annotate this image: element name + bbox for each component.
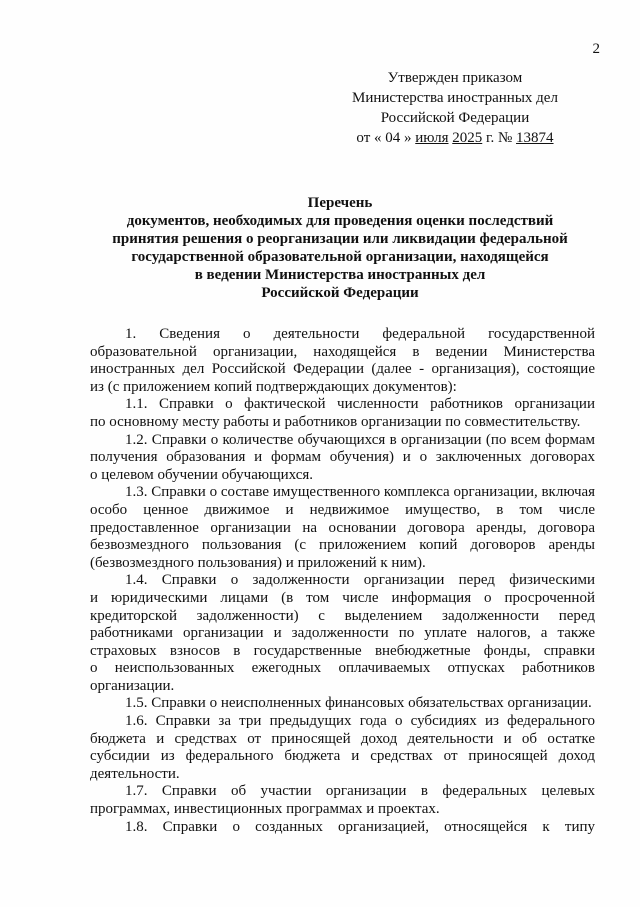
- body-line: 1.7. Справки об участии организации в федеральных целевых: [125, 783, 595, 800]
- title-line: Перечень: [307, 195, 373, 211]
- document-body: [90, 326, 595, 836]
- body-line: 1. Сведения о деятельности федеральной государственной: [125, 326, 595, 342]
- body-line: субсидии из федерального бюджета и средствах от приносящей доход: [90, 748, 595, 765]
- title-line: документов, необходимых для проведения оценки последствий: [126, 213, 554, 229]
- title-line: Российской Федерации: [261, 285, 419, 301]
- date-year: 2025: [452, 130, 483, 146]
- body-line: 1.1. Справки о фактической численности работников организации: [125, 396, 595, 413]
- date-prefix: от « 04 »: [356, 130, 412, 146]
- body-line: 1.4. Справки о задолженности организации перед физическими: [125, 572, 595, 589]
- body-line: бюджета и средствах от приносящей доход деятельности и об остатке: [90, 730, 595, 747]
- date-suffix: г. №: [486, 130, 513, 146]
- body-line: иностранных дел Российской Федерации (далее - организация), состоящие: [90, 361, 595, 378]
- body-line: предоставленное организации на основании договора аренды, договора: [90, 519, 595, 536]
- body-line: (безвозмездного пользования) и приложений к ним).: [90, 554, 426, 571]
- body-line: 1.3. Справки о составе имущественного комплекса организации, включая: [125, 484, 596, 501]
- body-line: и юридическими лицами (в том числе информация о просроченной: [90, 589, 595, 606]
- date-month: июля: [415, 130, 449, 146]
- page-number: 2: [592, 41, 600, 57]
- body-line: 1.2. Справки о количестве обучающихся в организации (по всем формам: [125, 431, 595, 448]
- body-line: по основному месту работы и работников организации по совместительству.: [90, 413, 581, 430]
- approval-line: Российской Федерации: [380, 110, 530, 126]
- body-line: особо ценное движимое и недвижимое имущество, в том числе: [90, 501, 595, 518]
- title-line: государственной образовательной организации, находящейся: [131, 249, 549, 265]
- body-line: из (с приложением копий подтверждающих документов):: [90, 378, 457, 395]
- body-line: о неиспользованных ежегодных оплачиваемых отпусках работников: [90, 660, 595, 677]
- approval-date-line: [352, 128, 558, 148]
- body-line: работниками организации и задолженности по уплате налогов, а также: [90, 625, 595, 642]
- approval-line: Утвержден приказом: [387, 70, 523, 86]
- body-line: деятельности.: [90, 765, 180, 782]
- title-line: принятия решения о реорганизации или ликвидации федеральной: [112, 231, 568, 247]
- document-title: [90, 194, 590, 302]
- body-line: кредиторской задолженности) с выделением задолженности перед: [90, 607, 595, 624]
- body-line: 1.8. Справки о созданных организацией, относящейся к типу: [125, 818, 595, 835]
- body-line: безвозмездного пользования (с приложением копий договоров аренды: [90, 537, 595, 554]
- approval-block: [352, 68, 558, 148]
- approval-line: Министерства иностранных дел: [352, 90, 558, 106]
- body-line: страховых взносов в государственные внебюджетные фонды, справки: [90, 642, 595, 659]
- body-line: программах, инвестиционных программах и проектах.: [90, 801, 440, 818]
- body-line: 1.5. Справки о неисполненных финансовых обязательствах организации.: [125, 695, 592, 712]
- order-number: 13874: [516, 130, 554, 146]
- body-line: 1.6. Справки за три предыдущих года о субсидиях из федерального: [125, 713, 595, 730]
- body-line: о целевом обучении обучающихся.: [90, 466, 314, 483]
- body-line: организации.: [90, 677, 175, 694]
- title-line: в ведении Министерства иностранных дел: [194, 267, 486, 283]
- body-line: образовательной организации, находящейся в ведении Министерства: [90, 343, 595, 360]
- body-line: получения образования и формам обучения) и о заключенных договорах: [90, 449, 595, 466]
